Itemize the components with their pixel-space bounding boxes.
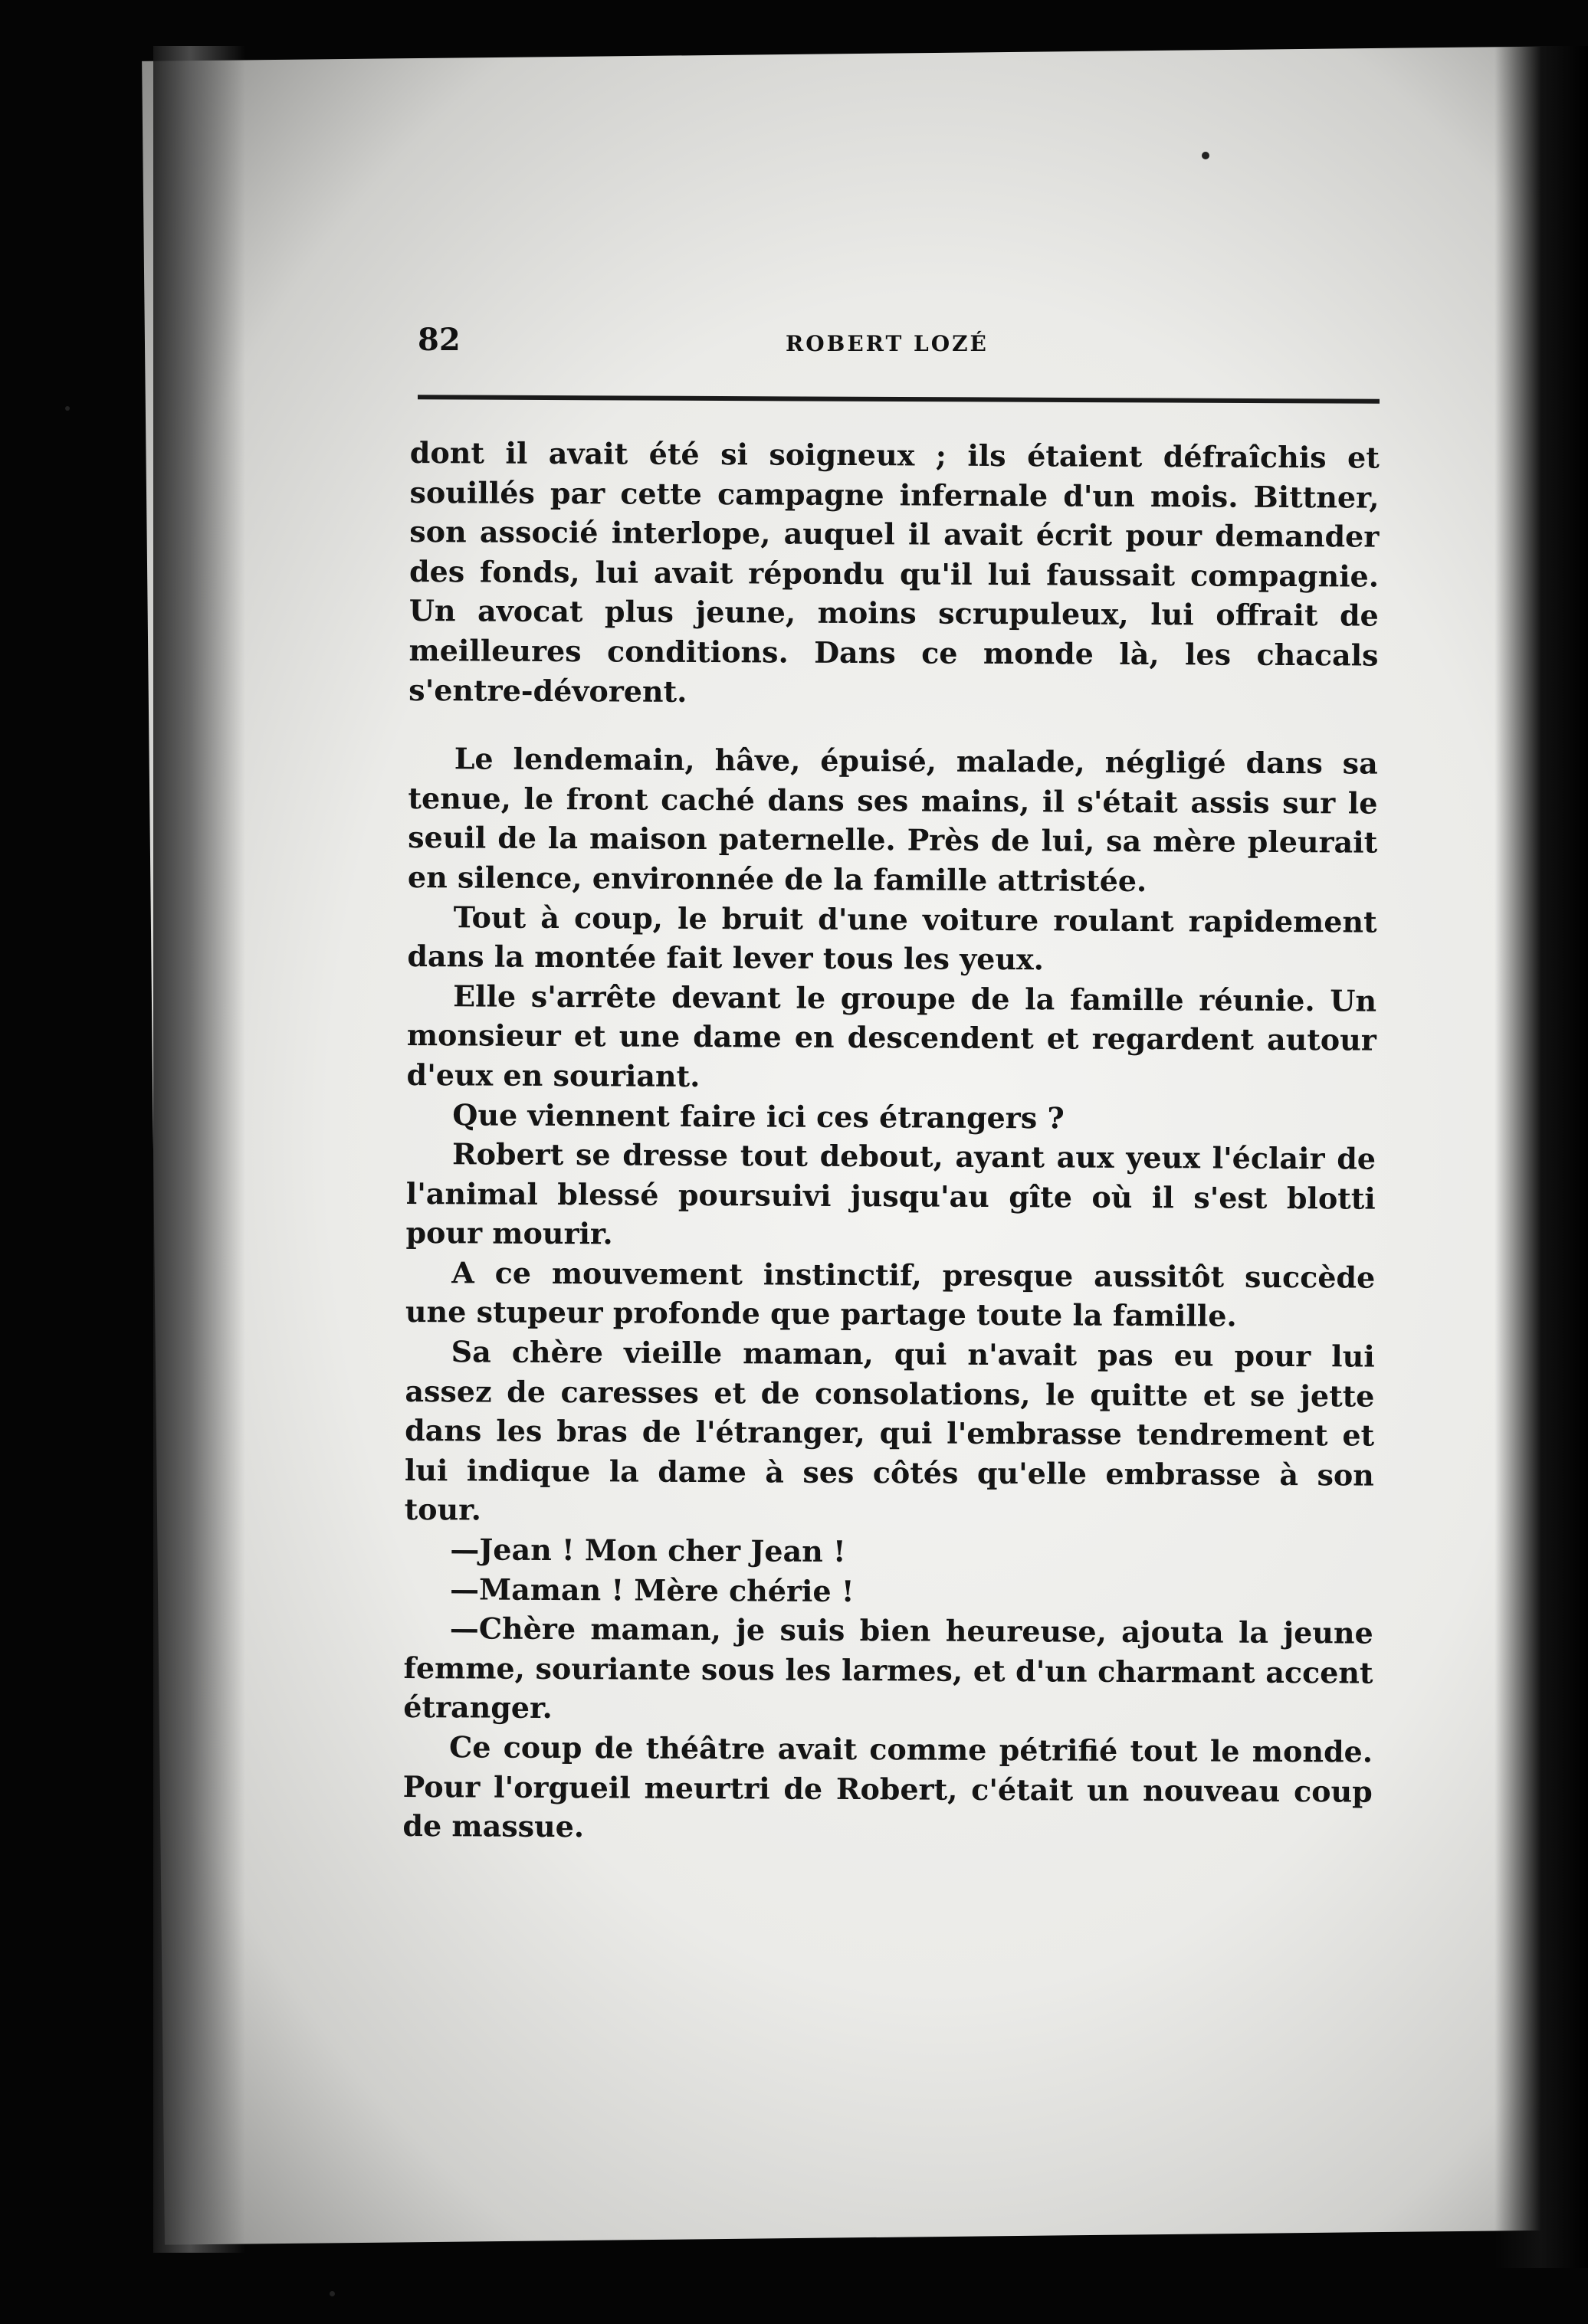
paragraph: Ce coup de théâtre avait comme pétrifié tout le monde. Pour l'orgueil meurtri de Robert, c'était un nouveau coup de massue. (402, 1729, 1373, 1844)
dialogue-line: —Jean ! Mon cher Jean ! (450, 1532, 846, 1569)
dialogue-line: —Chère maman, je suis bien heureuse, ajouta la jeune femme, souriante sous les larmes, et d'un charmant accent étranger. (403, 1611, 1373, 1726)
scan-speck (330, 2291, 335, 2296)
scan-speck (65, 406, 70, 411)
paragraph: Robert se dresse tout debout, ayant aux yeux l'éclair de l'animal blessé poursuivi jusqu'au gîte où il s'est blotti pour mourir. (405, 1136, 1376, 1251)
paragraph: dont il avait été si soigneux ; ils étaient défraîchis et souillés par cette campagne infernale d'un mois. Bittner, son associé interlope, auquel il avait écrit pour demander des fonds, lui avait répondu qu'il lui faussait compagnie. Un avocat plus jeune, moins scrupuleux, lui offrait de meilleures conditions. Dans ce monde là, les chacals s'entre-dévorent. (408, 434, 1380, 709)
paragraph: Elle s'arrête devant le groupe de la famille réunie. Un monsieur et une dame en descendent et regardent autour d'eux en souriant. (406, 978, 1377, 1093)
running-title: ROBERT LOZÉ (786, 331, 989, 356)
dialogue-line: —Maman ! Mère chérie ! (449, 1571, 855, 1608)
paragraph: Le lendemain, hâve, épuisé, malade, négligé dans sa tenue, le front caché dans ses mains, il s'était assis sur le seuil de la maison paternelle. Près de lui, sa mère pleurait en silence, environnée de la famille attristée. (407, 741, 1378, 898)
paragraph: Tout à coup, le bruit d'une voiture roulant rapidement dans la montée fait lever tous les yeux. (407, 899, 1377, 977)
page-header (418, 322, 1380, 375)
paragraph: Sa chère vieille maman, qui n'avait pas eu pour lui assez de caresses et de consolations, le quitte et se jette dans les bras de l'étranger, qui l'embrasse tendrement et lui indique la dame à ses côtés qu'elle embrasse à son tour. (404, 1334, 1375, 1527)
paragraph: Que viennent faire ici ces étrangers ? (452, 1096, 1065, 1135)
page-shadow-right (1494, 46, 1588, 2268)
body-text (402, 433, 1380, 1850)
paragraph: A ce mouvement instinctif, presque aussitôt succède une stupeur profonde que partage toute la famille. (405, 1255, 1376, 1334)
page-number: 82 (418, 322, 461, 358)
scan-speck (1202, 152, 1209, 159)
page-shadow-left (153, 46, 245, 2253)
